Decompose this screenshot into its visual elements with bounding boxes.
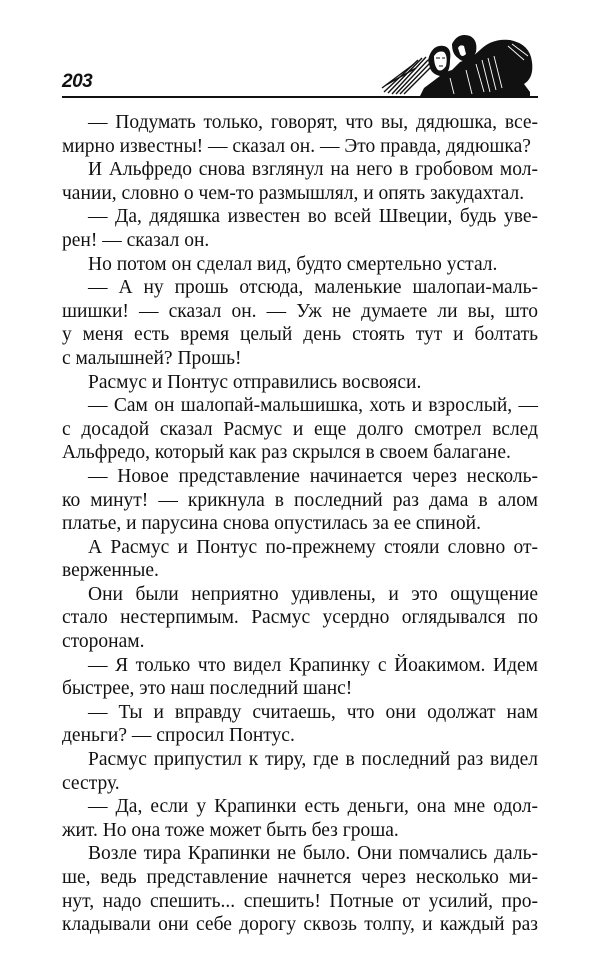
header-divider <box>62 96 538 98</box>
text-line: А Расмус и Понтус по-прежнему стояли словно от- <box>88 536 538 558</box>
text-line: Альфредо, который как раз скрылся в своем балагане. <box>62 442 511 464</box>
text-line: шишки! — сказал он. — Уж не думаете ли вы, што <box>62 300 538 322</box>
text-line: сторонам. <box>62 631 145 653</box>
text-line: платье, и парусина снова опустилась за ее спиной. <box>62 513 481 535</box>
text-line: Они были неприятно удивлены, и это ощущение <box>88 583 538 605</box>
text-line: у меня есть время целый день стоять тут и болтать <box>62 324 538 346</box>
page-number: 203 <box>62 71 93 92</box>
text-line: ко минут! — крикнула в последний раз дама в алом <box>62 489 538 511</box>
text-line: Возле тира Крапинки не было. Они помчались даль- <box>88 843 538 865</box>
text-line: ше, ведь представление начнется через несколько ми- <box>62 867 538 888</box>
text-line: сестру. <box>62 772 120 794</box>
text-line: — Подумать только, говорят, что вы, дядюшка, все- <box>88 112 538 133</box>
text-line: мирно известны! — сказал он. — Это правда, дядюшка? <box>62 135 531 157</box>
body-text <box>62 111 538 937</box>
text-line: жит. Но она тоже может быть без гроша. <box>62 819 399 841</box>
text-line: с досадой сказал Расмус и еще долго смотрел вслед <box>62 418 538 440</box>
text-line: — А ну прошь отсюда, маленькие шалопаи-маль- <box>88 277 538 299</box>
text-line: с малышней? Прошь! <box>62 347 242 369</box>
text-line: — Ты и вправду считаешь, что они одолжат нам <box>88 701 538 723</box>
text-line: — Да, дядяшка известен во всей Швеции, будь уве- <box>88 206 538 228</box>
text-line: Расмус припустил к тиру, где в последний раз видел <box>88 749 538 771</box>
header-illustration-icon <box>380 30 540 98</box>
text-line: Но потом он сделал вид, будто смертельно устал. <box>88 253 498 275</box>
text-line: верженные. <box>62 560 159 582</box>
text-line: — Да, если у Крапинки есть деньги, она мне одол- <box>88 796 538 818</box>
text-line: — Сам он шалопай-мальшишка, хоть и взрослый, — <box>88 395 538 417</box>
text-line: чании, словно о чем-то размышлял, и опять закудахтал. <box>62 182 525 204</box>
text-line: рен! — сказал он. <box>62 229 210 251</box>
text-line: стало нестерпимым. Расмус усердно оглядывался по <box>62 607 538 629</box>
text-line: — Новое представление начинается через несколь- <box>88 465 538 487</box>
text-line: — Я только что видел Крапинку с Йоакимом. Идем <box>88 654 538 676</box>
text-line: быстрее, это наш последний шанс! <box>62 678 353 700</box>
text-line: деньги? — спросил Понтус. <box>62 725 295 747</box>
text-line: нут, надо спешить... спешить! Потные от усилий, про- <box>62 890 538 912</box>
text-line: Расмус и Понтус отправились восвояси. <box>88 371 422 393</box>
text-line: кладывали они себе дорогу сквозь толпу, и каждый раз <box>62 914 538 936</box>
text-line: И Альфредо снова взглянул на него в гробовом мол- <box>88 159 538 181</box>
